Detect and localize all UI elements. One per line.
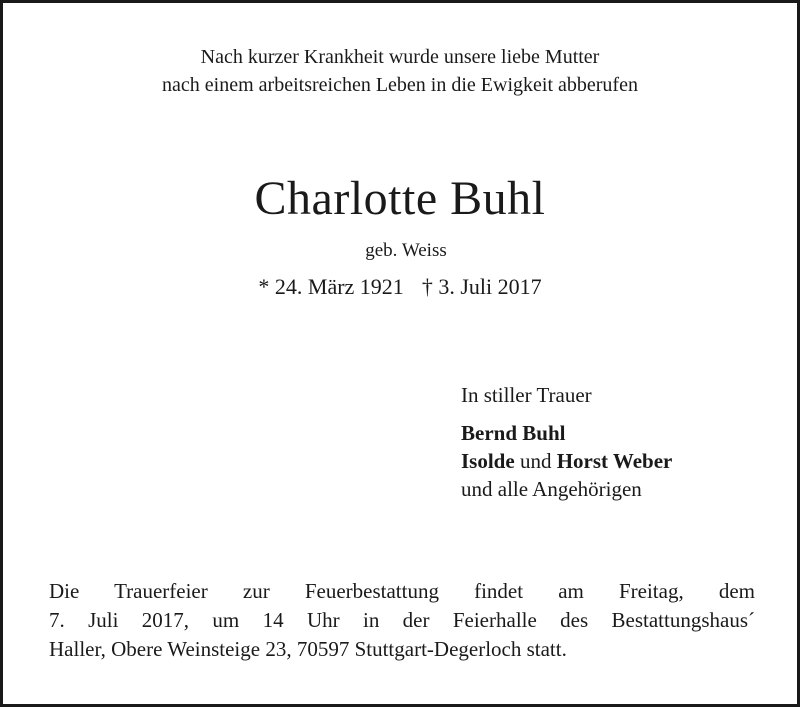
mourning-heading: In stiller Trauer bbox=[461, 383, 592, 407]
mourner-line-1 bbox=[461, 419, 672, 447]
mourner-connector: und bbox=[519, 449, 552, 473]
death-date: † 3. Juli 2017 bbox=[421, 274, 542, 299]
mourner-isolde: Isolde bbox=[461, 449, 515, 473]
life-dates bbox=[3, 273, 797, 301]
intro-line-1: Nach kurzer Krankheit wurde unsere liebe Mutter bbox=[200, 46, 600, 68]
mourners-block bbox=[461, 381, 672, 503]
birth-date: * 24. März 1921 bbox=[258, 274, 404, 299]
funeral-service-info bbox=[49, 577, 755, 664]
maiden-name: geb. Weiss bbox=[365, 240, 447, 261]
mourner-bernd: Bernd Buhl bbox=[461, 421, 566, 445]
intro-text bbox=[3, 43, 797, 99]
service-line-1: Die Trauerfeier zur Feuerbestattung findet am Freitag, dem bbox=[49, 579, 755, 603]
intro-line-2: nach einem arbeitsreichen Leben in die Ewigkeit abberufen bbox=[162, 74, 638, 96]
mourner-others: und alle Angehörigen bbox=[461, 477, 642, 501]
mourner-line-2 bbox=[461, 447, 672, 475]
mourner-horst: Horst Weber bbox=[556, 449, 673, 473]
service-line-3: Haller, Obere Weinsteige 23, 70597 Stuttgart-Degerloch statt. bbox=[49, 637, 567, 661]
service-line-2: 7. Juli 2017, um 14 Uhr in der Feierhalle des Bestattungshaus´ bbox=[49, 608, 755, 632]
deceased-name: Charlotte Buhl bbox=[254, 172, 546, 225]
